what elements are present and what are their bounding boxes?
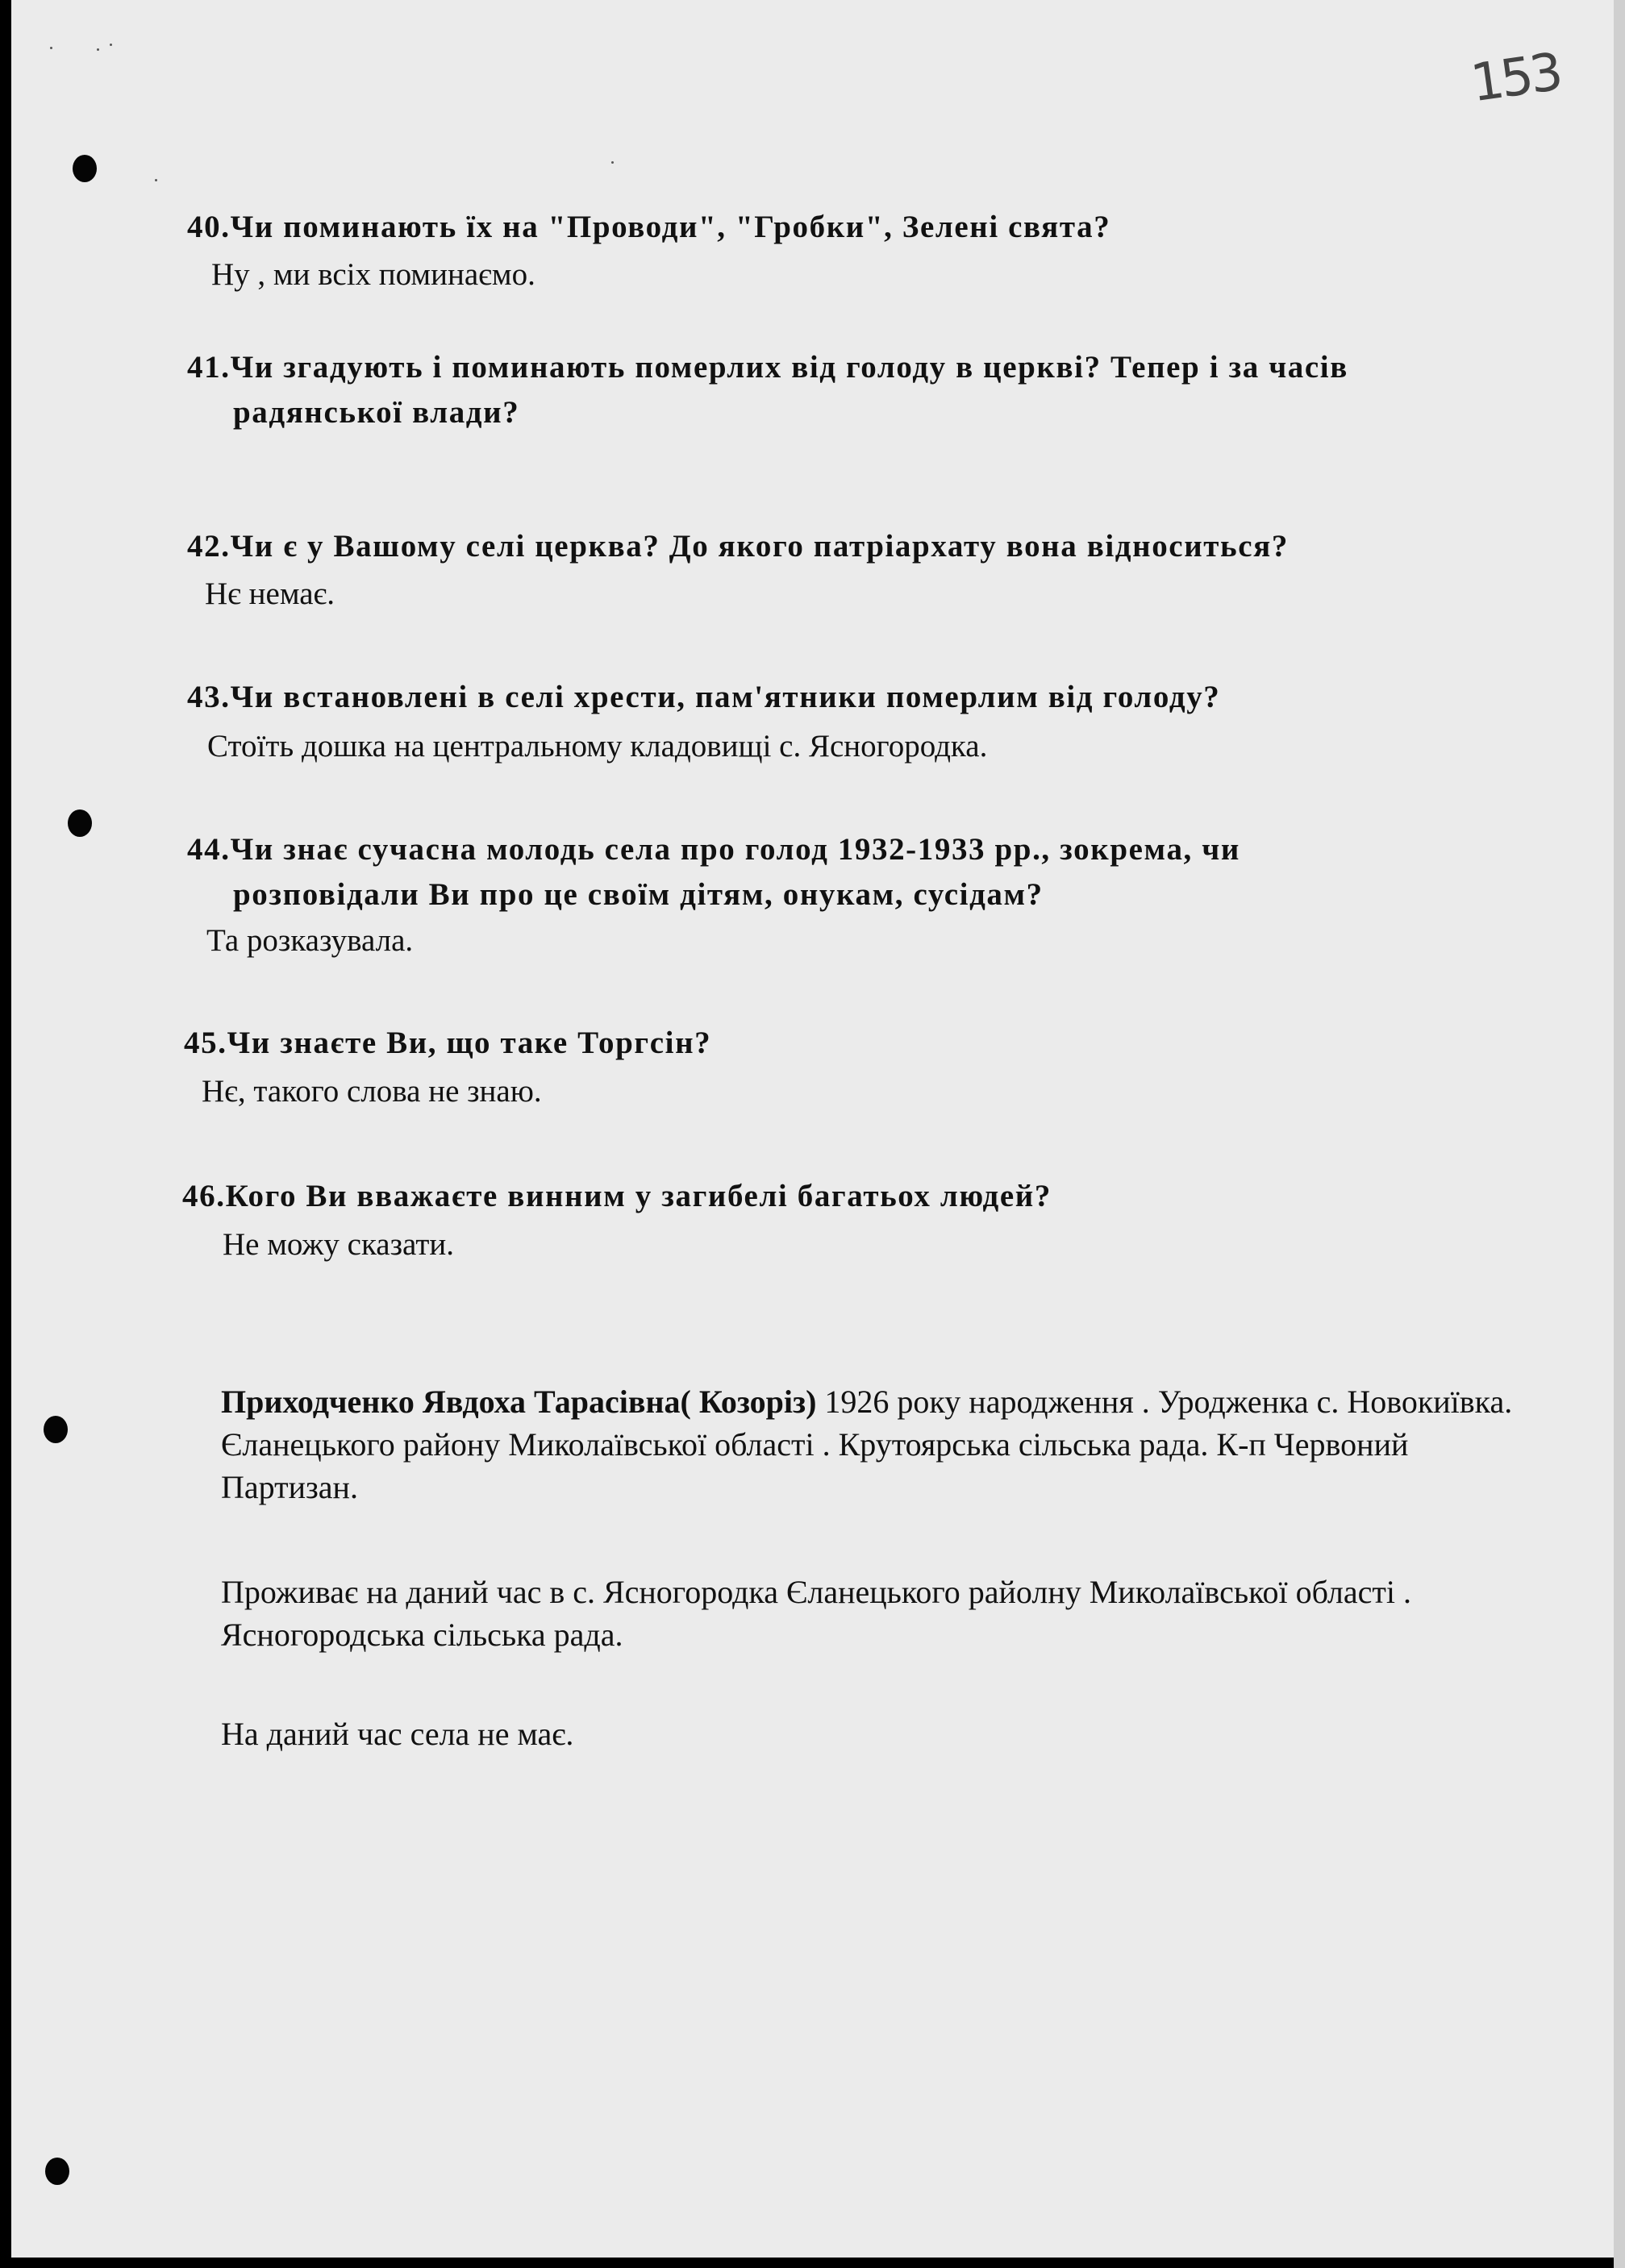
punch-hole bbox=[68, 809, 92, 837]
question-text: Чи знаєте Ви, що таке Торгсін? bbox=[227, 1026, 712, 1060]
question-text: Чи знає сучасна молодь села про голод 1932-1933 рр., зокрема, чи bbox=[230, 832, 1240, 867]
question-text: Чи згадують і поминають померлих від голоду в церкві? Тепер і за часів bbox=[230, 350, 1348, 385]
answer-45: Нє, такого слова не знаю. bbox=[202, 1074, 542, 1109]
question-number: 44. bbox=[187, 832, 231, 867]
question-43 bbox=[187, 675, 1220, 720]
scan-speck bbox=[110, 44, 112, 46]
scan-edge bbox=[1614, 0, 1625, 2268]
answer-43: Стоїть дошка на центральному кладовищі с. Ясногородка. bbox=[207, 729, 988, 764]
question-45 bbox=[184, 1021, 711, 1066]
scan-speck bbox=[50, 47, 52, 49]
scan-speck bbox=[97, 48, 99, 51]
respondent-birth: 1926 року народження . Уродженка с. Новокиївка. Єланецького району Миколаївської області . Крутоярська сільська рада. К-п Червоний Партизан. bbox=[221, 1384, 1513, 1505]
punch-hole bbox=[45, 2158, 69, 2185]
document-page bbox=[11, 0, 1616, 2258]
question-number: 45. bbox=[184, 1026, 227, 1060]
question-number: 40. bbox=[187, 210, 231, 244]
question-text-continued: радянської влади? bbox=[233, 395, 520, 430]
respondent-residence: Проживає на даний час в с. Ясногородка Єланецького райолну Миколаївської області . Ясногородська сільська рада. bbox=[221, 1574, 1411, 1653]
question-40 bbox=[187, 205, 1110, 250]
question-number: 46. bbox=[182, 1179, 226, 1213]
punch-hole bbox=[73, 155, 97, 182]
scan-speck bbox=[155, 179, 157, 181]
answer-42: Нє немає. bbox=[205, 576, 335, 611]
respondent-note: На даний час села не має. bbox=[221, 1716, 574, 1752]
question-text: Кого Ви вважаєте винним у загибелі багатьох людей? bbox=[225, 1179, 1052, 1213]
answer-40: Ну , ми всіх поминаємо. bbox=[211, 257, 535, 292]
answer-46: Не можу сказати. bbox=[223, 1227, 454, 1262]
handwritten-page-number: 153 bbox=[1467, 42, 1564, 114]
scan-speck bbox=[611, 161, 614, 164]
respondent-name: Приходченко Явдоха Тарасівна( Козоріз) bbox=[221, 1384, 817, 1420]
answer-44: Та розказувала. bbox=[206, 923, 414, 958]
question-number: 41. bbox=[187, 350, 231, 385]
question-text: Чи поминають їх на "Проводи", "Гробки", Зелені свята? bbox=[230, 210, 1111, 244]
question-text: Чи є у Вашому селі церква? До якого патріархату вона відноситься? bbox=[230, 529, 1289, 564]
question-44 bbox=[187, 827, 1240, 918]
question-text-continued: розповідали Ви про це своїм дітям, онукам, сусідам? bbox=[233, 877, 1044, 912]
question-number: 43. bbox=[187, 680, 231, 714]
question-41 bbox=[187, 345, 1348, 435]
question-42 bbox=[187, 524, 1289, 569]
question-46 bbox=[182, 1174, 1052, 1219]
question-text: Чи встановлені в селі хрести, пам'ятники померлим від голоду? bbox=[230, 680, 1221, 714]
respondent-info bbox=[221, 1380, 1552, 1509]
question-number: 42. bbox=[187, 529, 231, 564]
punch-hole bbox=[44, 1416, 68, 1443]
